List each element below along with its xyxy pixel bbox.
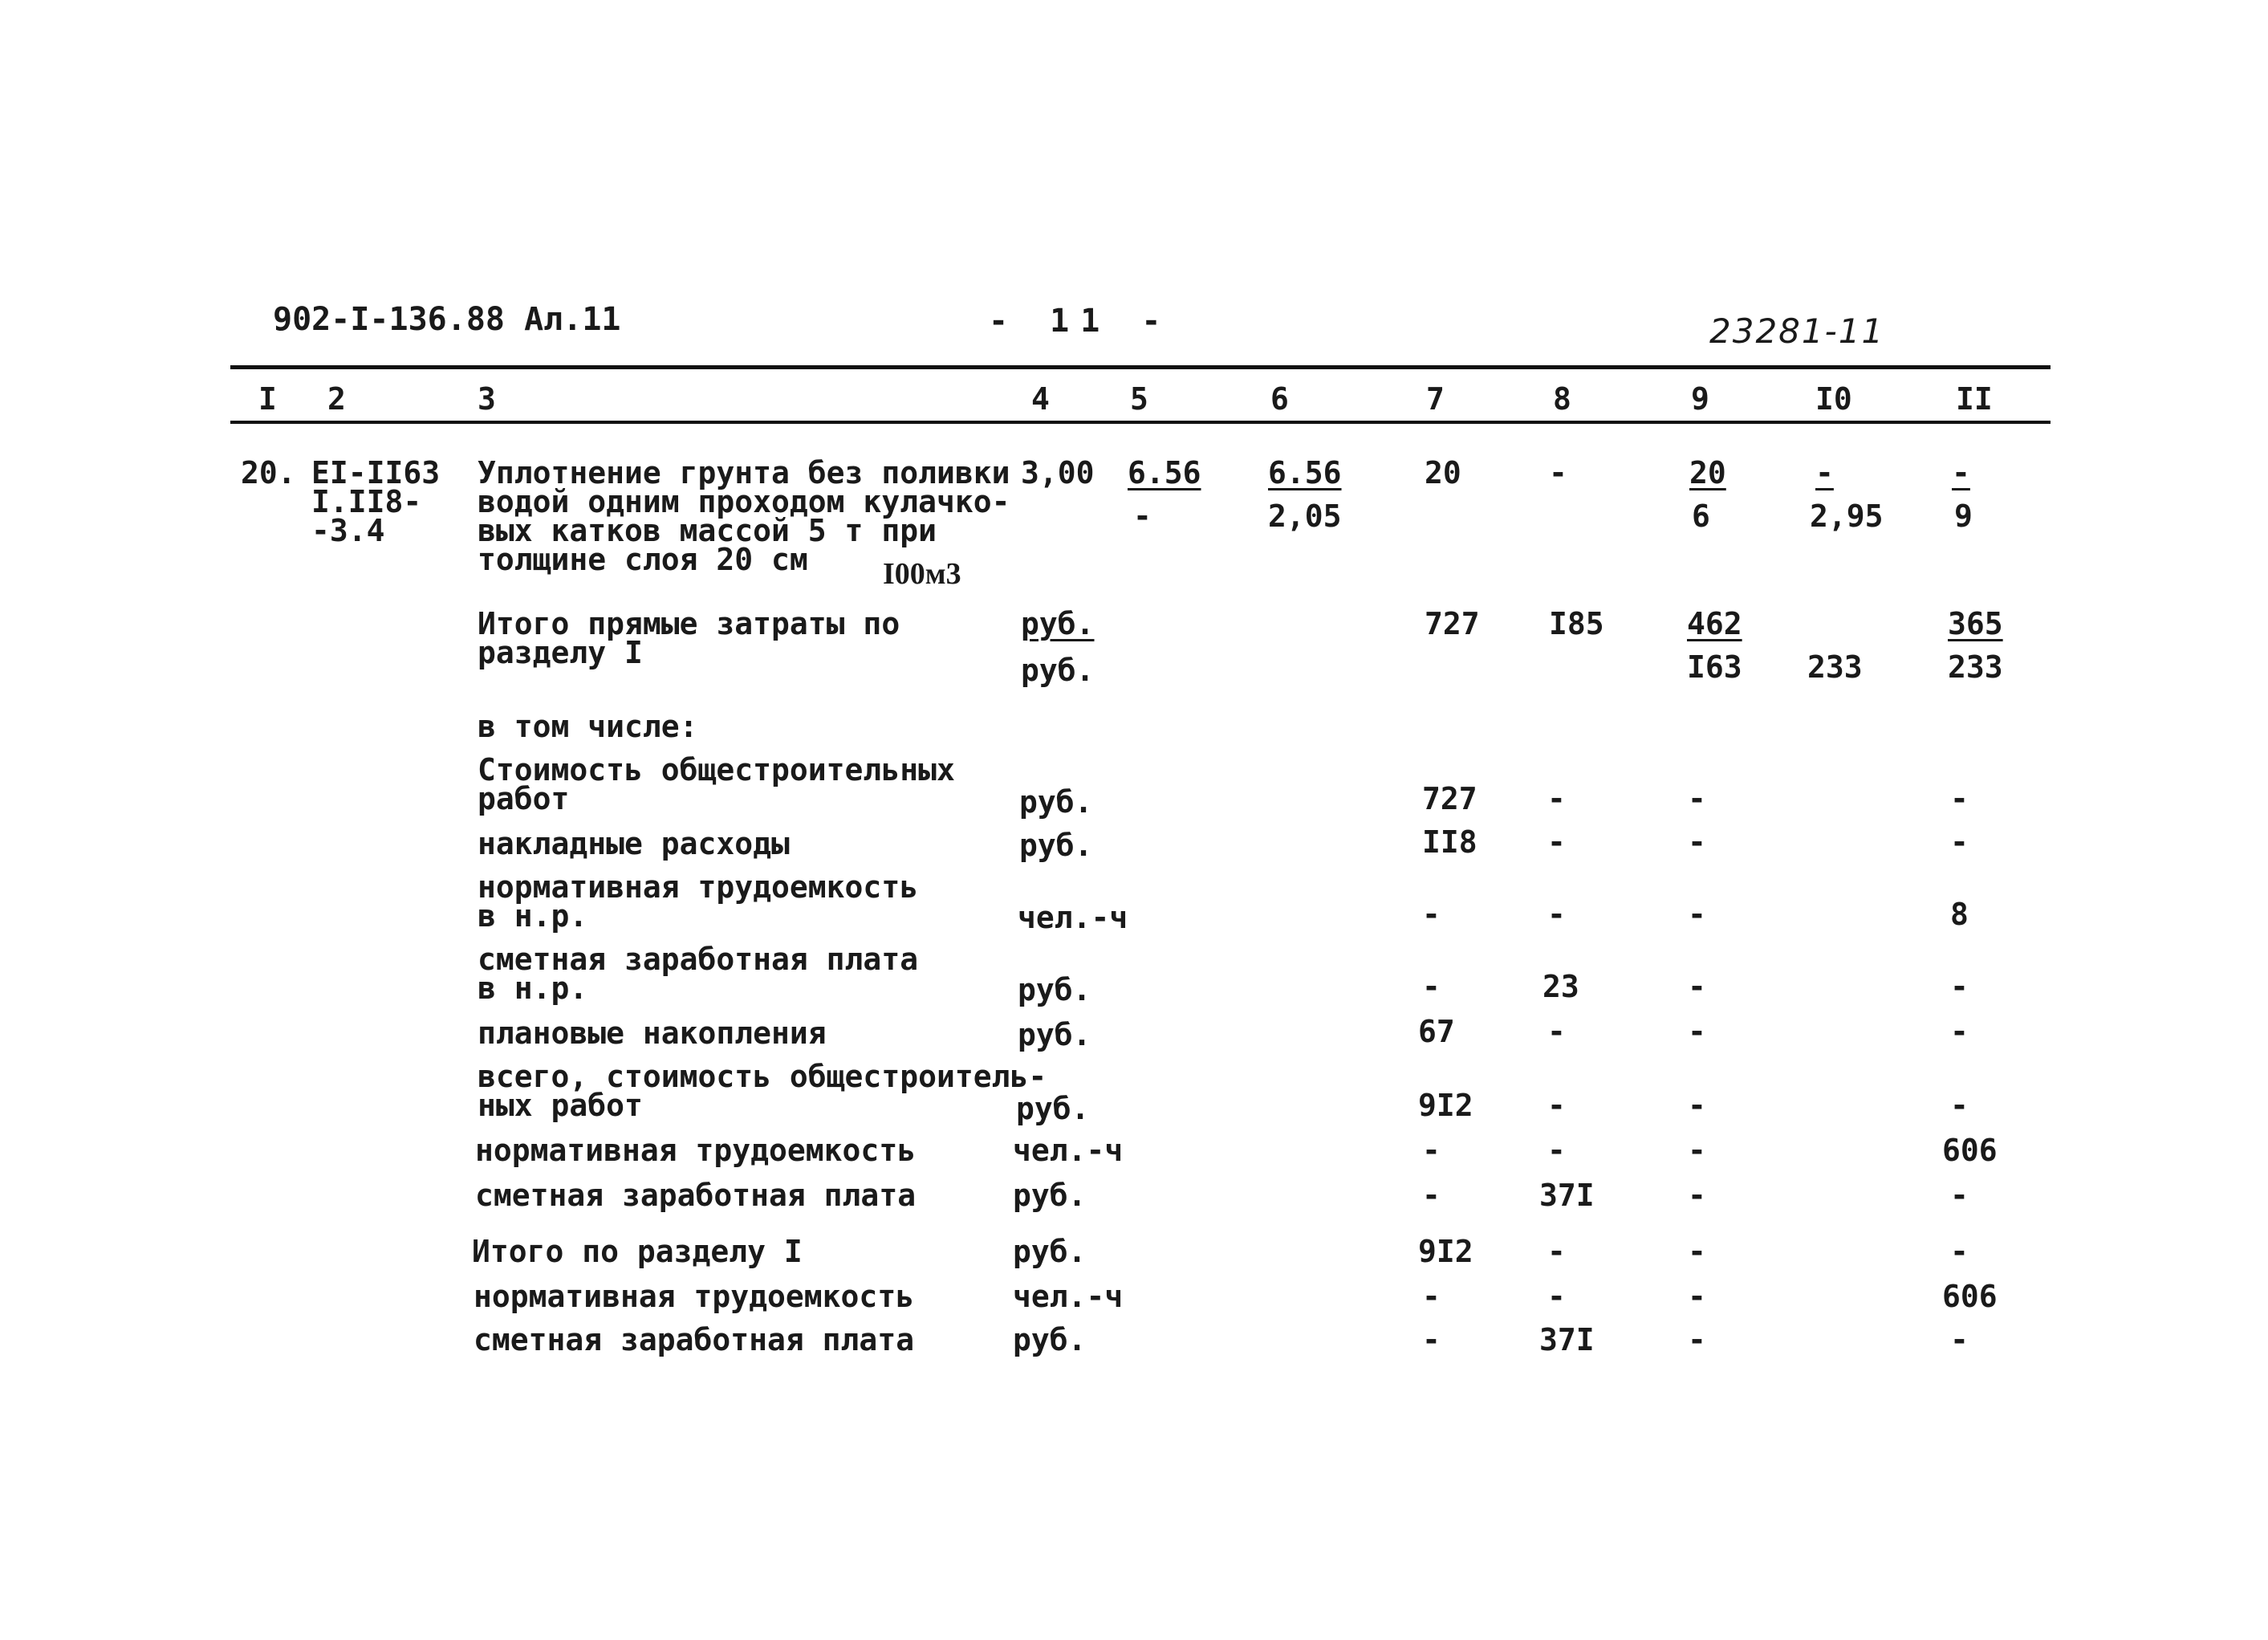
column-header-4: 4 (1031, 381, 1050, 417)
list-item-unit: чел.-ч (1013, 1279, 1124, 1314)
list-item-value: - (1547, 1279, 1566, 1314)
list-item-value: - (1688, 969, 1706, 1004)
labor-workers: - (1815, 455, 1834, 490)
column-header-1: I (258, 381, 277, 417)
direct-total-label-line-2: разделу I (478, 635, 643, 670)
list-item-value: - (1950, 969, 1969, 1004)
direct-total-machines: 462 (1687, 606, 1742, 641)
list-item-value: 37I (1539, 1322, 1595, 1357)
list-item-value: - (1547, 897, 1566, 932)
unit-of-measure: I00м3 (883, 557, 961, 591)
list-item-value: - (1950, 1014, 1969, 1049)
direct-total-labor: 365 (1948, 606, 2003, 641)
cost-machinists: 6 (1692, 499, 1710, 534)
list-item-value: 727 (1422, 781, 1477, 816)
unit-cost-wages: - (1133, 499, 1152, 534)
list-item-unit: руб. (1018, 1017, 1091, 1052)
list-item-label: нормативная трудоемкость (478, 869, 919, 905)
list-item-value: - (1422, 1279, 1441, 1314)
list-item-unit: руб. (1013, 1234, 1087, 1269)
list-item-value: - (1688, 1133, 1706, 1168)
work-description-line-3: вых катков массой 5 т при (478, 513, 937, 548)
direct-total-label-line-1: Итого прямые затраты по (478, 606, 900, 641)
cost-wages: - (1549, 455, 1567, 490)
list-item-label: всего, стоимость общестроитель- (478, 1059, 1047, 1094)
list-item-value: - (1950, 1088, 1969, 1123)
list-item-value: - (1688, 1014, 1706, 1049)
list-item-label: в н.р. (478, 898, 588, 934)
work-description-line-1: Уплотнение грунта без поливки (478, 455, 1010, 490)
list-item-value: - (1688, 1178, 1706, 1213)
list-item-value: - (1547, 1133, 1566, 1168)
column-header-2: 2 (327, 381, 346, 417)
list-item-value: - (1547, 1088, 1566, 1123)
list-item-unit: руб. (1019, 828, 1093, 863)
cost-total: 20 (1425, 455, 1461, 490)
list-item-label: нормативная трудоемкость (475, 1133, 917, 1168)
list-item-label: работ (478, 781, 570, 816)
list-item-value: - (1422, 897, 1441, 932)
column-header-11: II (1956, 381, 1993, 417)
direct-total-wages: I85 (1549, 606, 1604, 641)
direct-total-labor-machinists: 233 (1807, 649, 1863, 685)
list-item-value: - (1950, 824, 1969, 860)
document-code: 902-I-136.88 Ал.11 (273, 301, 621, 338)
list-item-value: - (1950, 781, 1969, 816)
list-item-value: - (1547, 824, 1566, 860)
direct-total-unit-top: руб. (1021, 606, 1095, 641)
list-item-value: 23 (1542, 969, 1579, 1004)
column-header-7: 7 (1426, 381, 1445, 417)
list-item-value: 37I (1539, 1178, 1595, 1213)
list-item-label: сметная заработная плата (475, 1178, 917, 1213)
list-item-label: накладные расходы (478, 826, 790, 861)
list-item-unit: чел.-ч (1018, 900, 1128, 935)
direct-total-cost: 727 (1425, 606, 1480, 641)
list-item-value: 606 (1942, 1279, 1998, 1314)
unit-cost-machines: 6.56 (1268, 455, 1342, 490)
cost-machines: 20 (1689, 455, 1726, 490)
including-label: в том числе: (478, 709, 698, 744)
list-item-value: - (1547, 1014, 1566, 1049)
row-number: 20. (241, 455, 296, 490)
column-header-3: 3 (478, 381, 496, 417)
list-item-value: - (1688, 1279, 1706, 1314)
list-item-value: - (1950, 1322, 1969, 1357)
work-description-line-4: толщине слоя 20 см (478, 542, 808, 577)
list-item-value: - (1422, 1322, 1441, 1357)
list-item-value: - (1688, 1322, 1706, 1357)
list-item-value: 606 (1942, 1133, 1998, 1168)
list-item-value: - (1688, 1234, 1706, 1269)
list-item-value: - (1688, 824, 1706, 860)
table-header-bottom-rule (230, 421, 2051, 424)
page-number: - 11 - (989, 303, 1173, 340)
table-top-rule (230, 365, 2051, 369)
direct-total-unit-bottom: руб. (1021, 653, 1095, 688)
list-item-value: 67 (1418, 1014, 1455, 1049)
work-description-line-2: водой одним проходом кулачко- (478, 484, 1010, 519)
labor-total: - (1952, 455, 1970, 490)
direct-total-labor-bottom: 233 (1948, 649, 2003, 685)
list-item-value: - (1688, 1088, 1706, 1123)
rate-code-line-1: ЕI-II63 (311, 455, 441, 490)
quantity: 3,00 (1021, 455, 1095, 490)
list-item-unit: руб. (1018, 972, 1091, 1007)
list-item-label: ных работ (478, 1088, 643, 1123)
list-item-label: сметная заработная плата (478, 942, 919, 977)
list-item-value: - (1547, 781, 1566, 816)
list-item-label: сметная заработная плата (474, 1322, 915, 1357)
list-item-value: 9I2 (1418, 1088, 1473, 1123)
list-item-value: 9I2 (1418, 1234, 1473, 1269)
column-header-10: I0 (1815, 381, 1852, 417)
list-item-value: - (1422, 1133, 1441, 1168)
list-item-label: Стоимость общестроительных (478, 752, 955, 787)
column-header-9: 9 (1691, 381, 1709, 417)
unit-cost-total: 6.56 (1128, 455, 1201, 490)
labor-machinists: 2,95 (1810, 499, 1884, 534)
list-item-value: - (1950, 1234, 1969, 1269)
column-header-8: 8 (1553, 381, 1571, 417)
list-item-value: - (1422, 969, 1441, 1004)
list-item-value: - (1422, 1178, 1441, 1213)
section-total-label: Итого по разделу I (472, 1234, 803, 1269)
list-item-unit: руб. (1013, 1322, 1087, 1357)
list-item-value: II8 (1422, 824, 1477, 860)
list-item-value: - (1688, 897, 1706, 932)
unit-cost-machinists: 2,05 (1268, 499, 1342, 534)
list-item-unit: руб. (1013, 1178, 1087, 1213)
list-item-value: 8 (1950, 897, 1969, 932)
rate-code-line-2: I.II8- (311, 484, 422, 519)
list-item-value: - (1688, 781, 1706, 816)
list-item-unit: руб. (1019, 784, 1093, 820)
direct-total-machinists: I63 (1687, 649, 1742, 685)
list-item-label: плановые накопления (478, 1015, 827, 1051)
list-item-value: - (1547, 1234, 1566, 1269)
column-header-5: 5 (1130, 381, 1148, 417)
list-item-unit: чел.-ч (1013, 1133, 1124, 1168)
list-item-unit: руб. (1016, 1091, 1090, 1126)
list-item-value: - (1950, 1178, 1969, 1213)
inventory-number: 23281-11 (1709, 311, 1885, 351)
labor-machinists-total: 9 (1954, 499, 1973, 534)
column-header-6: 6 (1270, 381, 1289, 417)
rate-code-line-3: -3.4 (311, 513, 385, 548)
list-item-label: нормативная трудоемкость (474, 1279, 915, 1314)
list-item-label: в н.р. (478, 971, 588, 1006)
